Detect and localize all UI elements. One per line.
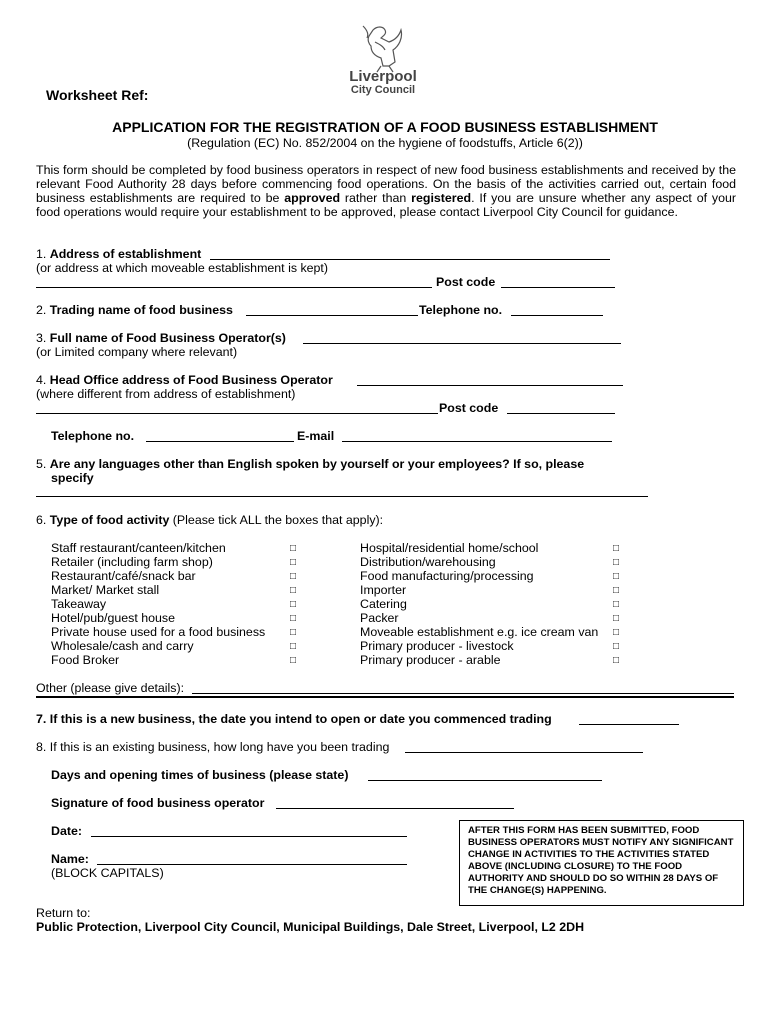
q1-note: (or address at which moveable establishment is kept) — [36, 261, 329, 275]
return-address: Public Protection, Liverpool City Council, Municipal Buildings, Dale Street, Liverpool, L2 2DH — [36, 920, 585, 934]
checkbox[interactable]: □ — [290, 641, 297, 652]
activity-item: Distribution/warehousing — [360, 555, 496, 569]
q8-trading-field[interactable] — [405, 752, 643, 753]
q1-address-field[interactable] — [210, 259, 610, 260]
q8-trading-label: 8. If this is an existing business, how long have you been trading — [36, 740, 390, 754]
section-divider — [36, 696, 734, 698]
logo-line-2: City Council — [350, 84, 416, 96]
opening-times-field[interactable] — [368, 780, 602, 781]
activity-item: Hotel/pub/guest house — [51, 611, 175, 625]
q1-postcode-label: Post code — [436, 275, 496, 289]
q4-postcode-label: Post code — [439, 401, 499, 415]
checkbox[interactable]: □ — [290, 613, 297, 624]
q4-note: (where different from address of establishment) — [36, 387, 296, 401]
activity-item: Primary producer - livestock — [360, 639, 514, 653]
q2-telephone-label: Telephone no. — [419, 303, 503, 317]
activity-item: Private house used for a food business — [51, 625, 266, 639]
activity-item: Wholesale/cash and carry — [51, 639, 194, 653]
checkbox[interactable]: □ — [613, 585, 620, 596]
activity-item: Packer — [360, 611, 399, 625]
activity-item: Food Broker — [51, 653, 120, 667]
q7-date-label: 7. If this is a new business, the date you intend to open or date you commenced trading — [36, 712, 552, 726]
q1-address-line-2[interactable] — [36, 287, 432, 288]
checkbox[interactable]: □ — [613, 543, 620, 554]
q5-languages-field[interactable] — [36, 496, 648, 497]
q4-email-label: E-mail — [297, 429, 335, 443]
signature-field[interactable] — [276, 808, 514, 809]
q4-postcode-field[interactable] — [507, 413, 615, 414]
checkbox[interactable]: □ — [613, 599, 620, 610]
q2-trading-name-label: 2. Trading name of food business — [36, 303, 233, 317]
checkbox[interactable]: □ — [613, 641, 620, 652]
return-to-label: Return to: — [36, 906, 91, 920]
q5-specify-label: specify — [51, 471, 94, 485]
activity-item: Takeaway — [51, 597, 107, 611]
q4-head-office-label: 4. Head Office address of Food Business Operator — [36, 373, 333, 387]
q2-telephone-field[interactable] — [511, 315, 603, 316]
checkbox[interactable]: □ — [613, 655, 620, 666]
activity-item: Retailer (including farm shop) — [51, 555, 213, 569]
council-logo — [333, 22, 433, 100]
signature-label: Signature of food business operator — [51, 796, 265, 810]
page-subtitle: (Regulation (EC) No. 852/2004 on the hygiene of foodstuffs, Article 6(2)) — [187, 136, 583, 150]
page-title: APPLICATION FOR THE REGISTRATION OF A FOOD BUSINESS ESTABLISHMENT — [112, 119, 658, 135]
activity-item: Restaurant/café/snack bar — [51, 569, 196, 583]
name-label: Name: — [51, 852, 89, 866]
checkbox[interactable]: □ — [290, 557, 297, 568]
activity-item: Staff restaurant/canteen/kitchen — [51, 541, 226, 555]
checkbox[interactable]: □ — [290, 599, 297, 610]
q4-head-office-field[interactable] — [357, 385, 623, 386]
q4-telephone-label: Telephone no. — [51, 429, 135, 443]
checkbox[interactable]: □ — [290, 543, 297, 554]
activity-item: Hospital/residential home/school — [360, 541, 539, 555]
block-capitals-note: (BLOCK CAPITALS) — [51, 866, 164, 880]
opening-times-label: Days and opening times of business (please state) — [51, 768, 349, 782]
q3-note: (or Limited company where relevant) — [36, 345, 238, 359]
worksheet-ref: Worksheet Ref: — [46, 87, 149, 103]
checkbox[interactable]: □ — [613, 571, 620, 582]
q1-postcode-field[interactable] — [501, 287, 615, 288]
intro-paragraph: This form should be completed by food business operators in respect of new food business establishments and received by the relevant Food Authority 28 days before commencing food operations. On the basis of the activities carried out, certain food business establishments are required to be approved rather than registered. If you are unsure whether any aspect of your food operations would require your establishment to be approved, please contact Liverpool City Council for guidance. — [36, 163, 737, 219]
activity-item: Moveable establishment e.g. ice cream van — [360, 625, 599, 639]
checkbox[interactable]: □ — [290, 655, 297, 666]
date-label: Date: — [51, 824, 82, 838]
activity-item: Catering — [360, 597, 407, 611]
checkbox[interactable]: □ — [613, 613, 620, 624]
checkbox[interactable]: □ — [290, 585, 297, 596]
q4-email-field[interactable] — [342, 441, 612, 442]
q3-operator-label: 3. Full name of Food Business Operator(s) — [36, 331, 286, 345]
date-field[interactable] — [91, 836, 407, 837]
q4-address-line-2[interactable] — [36, 413, 438, 414]
activity-item: Primary producer - arable — [360, 653, 501, 667]
q6-other-field[interactable] — [192, 693, 734, 694]
q7-date-field[interactable] — [579, 724, 679, 725]
q2-trading-name-field[interactable] — [246, 315, 418, 316]
q6-activity-label: 6. Type of food activity (Please tick ALL the boxes that apply): — [36, 513, 384, 527]
name-field[interactable] — [97, 864, 407, 865]
activity-item: Food manufacturing/processing — [360, 569, 534, 583]
q3-operator-field[interactable] — [303, 343, 621, 344]
change-notice-box: AFTER THIS FORM HAS BEEN SUBMITTED, FOOD BUSINESS OPERATORS MUST NOTIFY ANY SIGNIFICANT CHANGE IN ACTIVITIES TO THE ACTIVITIES STATED ABOVE (INCLUDING CLOSURE) TO THE FOOD AUTHORITY AND SHOULD DO SO WITHIN 28 DAYS OF THE CHANGE(S) HAPPENING. — [459, 820, 744, 906]
checkbox[interactable]: □ — [613, 557, 620, 568]
q6-other-label: Other (please give details): — [36, 681, 185, 695]
q5-languages-label: 5. Are any languages other than English spoken by yourself or your employees? If so, please — [36, 457, 585, 471]
checkbox[interactable]: □ — [290, 627, 297, 638]
checkbox[interactable]: □ — [613, 627, 620, 638]
liver-bird-icon — [333, 22, 433, 74]
activity-item: Importer — [360, 583, 407, 597]
logo-line-1: Liverpool — [349, 68, 417, 85]
checkbox[interactable]: □ — [290, 571, 297, 582]
q4-telephone-field[interactable] — [146, 441, 294, 442]
q1-address-label: 1. Address of establishment — [36, 247, 202, 261]
activity-item: Market/ Market stall — [51, 583, 160, 597]
